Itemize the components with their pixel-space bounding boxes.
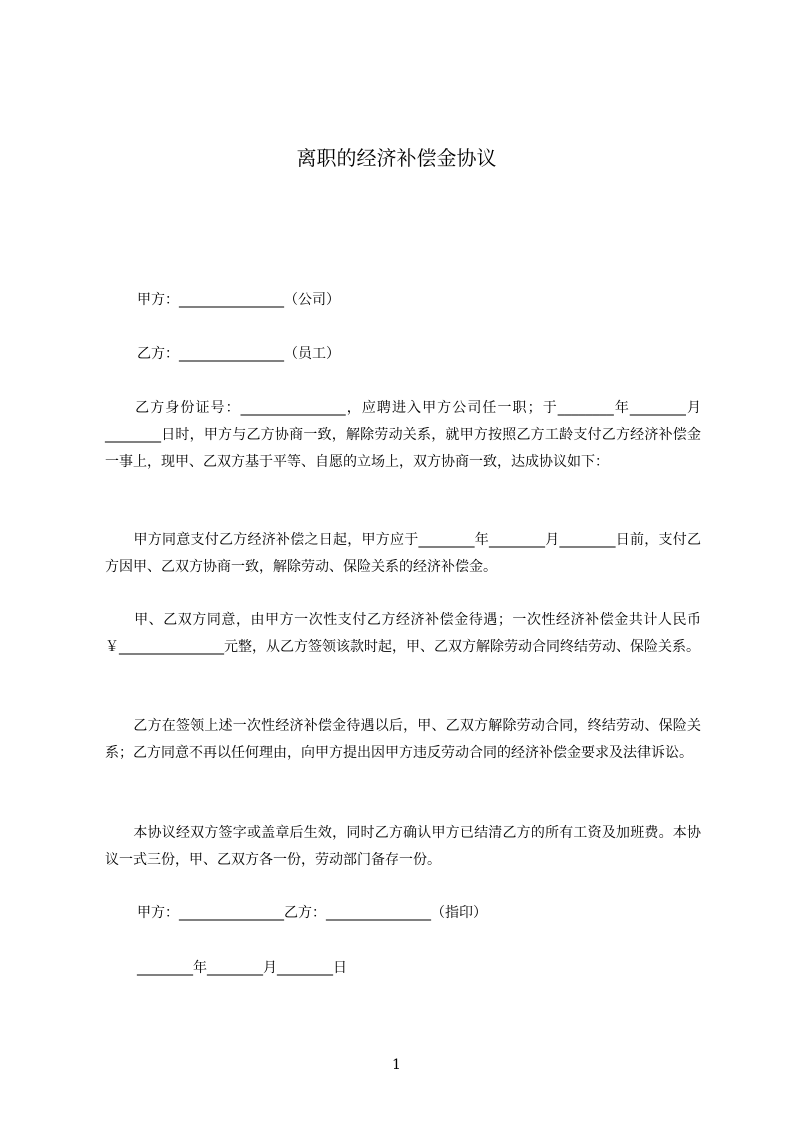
page-number: 1 (392, 1057, 401, 1073)
paragraph-termination-terms: 乙方在签领上述一次性经济补偿金待遇以后，甲、乙双方解除劳动合同，终结劳动、保险关系；乙方同意不再以任何理由，向甲方提出因甲方违反劳动合同的经济补偿金要求及法律诉讼。 (105, 718, 701, 761)
paragraph-effectiveness: 本协议经双方签字或盖章后生效，同时乙方确认甲方已结清乙方的所有工资及加班费。本协议一式三份，甲、乙双方各一份，劳动部门备存一份。 (105, 825, 701, 868)
party-a-line: 甲方：_______________（公司） (137, 292, 340, 308)
signature-line: 甲方：_______________乙方：_______________（指印） (137, 905, 487, 921)
paragraph-compensation-amount: 甲、乙双方同意，由甲方一次性支付乙方经济补偿金待遇；一次性经济补偿金共计人民币￥_______________元整，从乙方签领该款时起，甲、乙双方解除劳动合同终结劳动、保险关系。 (105, 612, 701, 655)
party-b-line: 乙方：_______________（员工） (137, 346, 340, 362)
date-line: ________年________月________日 (137, 960, 347, 976)
paragraph-identity: 乙方身份证号：_______________，应聘进入甲方公司任一职；于________年________月________日时，甲方与乙方协商一致，解除劳动关系，就甲方按照乙方工龄支付乙方经济补偿金一事上，现甲、乙双方基于平等、自愿的立场上，双方协商一致，达成协议如下： (105, 400, 701, 470)
paragraph-payment-date: 甲方同意支付乙方经济补偿之日起，甲方应于________年________月________日前，支付乙方因甲、乙双方协商一致，解除劳动、保险关系的经济补偿金。 (105, 532, 701, 575)
document-title: 离职的经济补偿金协议 (296, 146, 497, 170)
